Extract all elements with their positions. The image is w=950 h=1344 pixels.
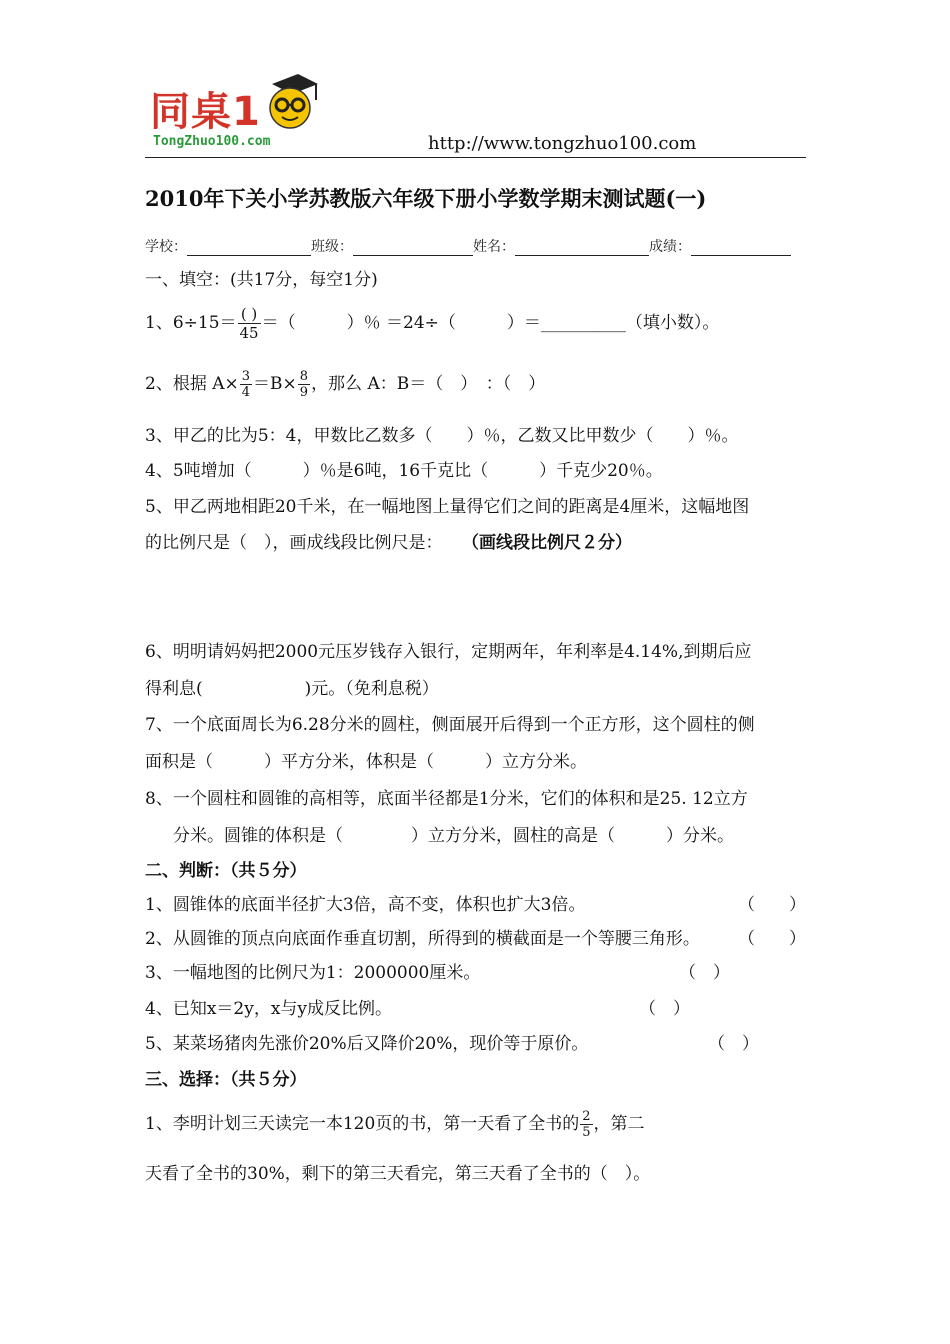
school-field[interactable] xyxy=(187,241,311,256)
fill-question-8-line-1: 8、一个圆柱和圆锥的高相等，底面半径都是1分米，它们的体积和是25. 12立方 xyxy=(145,789,748,809)
score-label: 成绩： xyxy=(649,239,691,255)
judge-answer-1[interactable]: （ ） xyxy=(738,895,806,915)
choice-question-1-line-1: 1、李明计划三天读完一本120页的书，第一天看了全书的 $\frac{2}{5}$ ，第二 xyxy=(145,1109,645,1140)
judge-item-4: 4、已知x＝2y，x与y成反比例。 xyxy=(145,999,393,1019)
fill-question-5-line-1: 5、甲乙两地相距20千米，在一幅地图上量得它们之间的距离是4厘米，这幅地图 xyxy=(145,497,750,517)
choice-question-1-line-2: 天看了全书的30%，剩下的第三天看完，第三天看了全书的（ ）。 xyxy=(145,1164,651,1184)
logo-subtitle: TongZhuo100.com xyxy=(153,134,271,149)
scale-note: （画线段比例尺２分） xyxy=(470,533,632,553)
logo xyxy=(150,72,320,152)
judge-item-3: 3、一幅地图的比例尺为1：2000000厘米。 xyxy=(145,963,481,983)
section-choice-heading: 三、选择：（共５分） xyxy=(145,1070,307,1090)
fill-question-2: 2、根据 A× $\frac{3}{4}$ ＝B× $\frac{8}{9}$ ，那么 A：B＝（ ） ：（ ） xyxy=(145,369,546,400)
page-title: 2010年下关小学苏教版六年级下册小学数学期末测试题(一) xyxy=(145,186,707,211)
section-judge-heading: 二、判断：（共５分） xyxy=(145,861,307,881)
class-label: 班级： xyxy=(311,239,353,255)
judge-item-2: 2、从圆锥的顶点向底面作垂直切割，所得到的横截面是一个等腰三角形。 xyxy=(145,929,700,949)
fraction: $\frac{( )}{45}$ xyxy=(239,305,259,342)
fraction: $\frac{8}{9}$ xyxy=(299,369,309,400)
name-field[interactable] xyxy=(515,241,649,256)
fill-question-6-line-2: 得利息( )元。（免利息税） xyxy=(145,679,439,699)
fill-question-8-line-2: 分米。圆锥的体积是（ ）立方分米，圆柱的高是（ ）分米。 xyxy=(173,826,734,846)
fill-question-6-line-1: 6、明明请妈妈把2000元压岁钱存入银行，定期两年，年利率是4.14%,到期后应 xyxy=(145,642,752,662)
logo-text: 同桌1 xyxy=(150,89,261,135)
fraction: $\frac{2}{5}$ xyxy=(582,1109,591,1140)
judge-answer-4[interactable]: （ ） xyxy=(639,999,690,1019)
score-field[interactable] xyxy=(691,241,791,256)
name-label: 姓名： xyxy=(473,239,515,255)
judge-answer-2[interactable]: （ ） xyxy=(738,929,806,949)
fill-question-1: 1、6÷15＝ $\frac{( )}{45}$ ＝（ ）％ ＝24÷（ ）＝__________（填小数）。 xyxy=(145,305,720,342)
header-url[interactable]: http://www.tongzhuo100.com xyxy=(428,133,697,154)
fraction: $\frac{3}{4}$ xyxy=(241,369,251,400)
school-label: 学校： xyxy=(145,239,187,255)
fill-question-5-line-2: 的比例尺是（ ），画成线段比例尺是： （画线段比例尺２分） xyxy=(145,533,632,553)
fill-question-7-line-2: 面积是（ ）平方分米，体积是（ ）立方分米。 xyxy=(145,752,587,772)
judge-answer-5[interactable]: （ ） xyxy=(708,1034,759,1054)
judge-answer-3[interactable]: （ ） xyxy=(679,963,730,983)
student-info xyxy=(145,236,791,256)
judge-item-5: 5、某菜场猪肉先涨价20%后又降价20%，现价等于原价。 xyxy=(145,1034,589,1054)
section-fill-heading: 一、填空：(共17分，每空1分) xyxy=(145,270,378,290)
class-field[interactable] xyxy=(353,241,473,256)
fill-question-4: 4、5吨增加（ ）％是6吨，16千克比（ ）千克少20％。 xyxy=(145,461,663,481)
header-divider xyxy=(145,157,806,158)
logo-mascot-icon xyxy=(258,72,320,132)
fill-question-7-line-1: 7、一个底面周长为6.28分米的圆柱，侧面展开后得到一个正方形，这个圆柱的侧 xyxy=(145,715,755,735)
judge-item-1: 1、圆锥体的底面半径扩大3倍，高不变，体积也扩大3倍。 xyxy=(145,895,586,915)
fill-question-3: 3、甲乙的比为5：4，甲数比乙数多（ ）％，乙数又比甲数少（ ）％。 xyxy=(145,426,739,446)
